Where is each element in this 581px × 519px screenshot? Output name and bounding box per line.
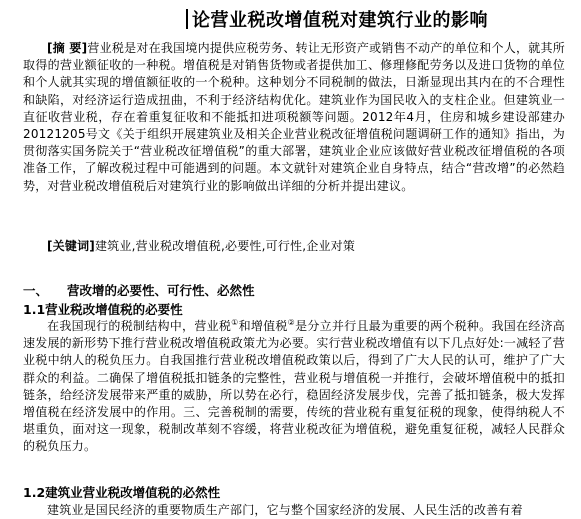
footnote-marker-1[interactable]: ① [231, 318, 239, 327]
section-1-1-heading: 1.1营业税改增值税的必要性 [23, 302, 183, 317]
section-1-2-heading: 1.2建筑业营业税改增值税的必然性 [23, 485, 221, 500]
abstract-paragraph [23, 40, 565, 195]
footnote-marker-2[interactable]: ② [287, 318, 296, 327]
abstract-text: 营业税是对在我国境内提供应税劳务、转让无形资产或销售不动产的单位和个人，就其所取得的营业额征收的一种税。增值税是对销售货物或者提供加工、修理修配劳务以及进口货物的单位和个人就其实现的增值额征收的一个税种。这种划分不同税制的做法，日渐显现出其内在的不合理性和缺陷，对经济运行造成扭曲，不利于经济结构优化。建筑业作为国民收入的支柱企业。但建筑业一直征收营业税，存在着重复征收和不能抵扣进项税额等问题。2012年4月，住房和城乡建设部建办20121205号文《关于组织开展建筑业及相关企业营业税改征增值税问题调研工作的通知》指出，为贯彻落实国务院关于“营业税改征增值税”的重大部署，建筑业企业应该做好营业税改征增值税的各项准备工作，了解改税过程中可能遇到的问题。本文就针对建筑企业自身特点，结合“营改增”的必然趋势，对营业税改增值税后对建筑行业的影响做出详细的分析并提出建议。 [23, 41, 565, 193]
section-1-1-body [23, 318, 565, 456]
section-1-heading [23, 281, 255, 299]
abstract-label: [摘 要] [47, 41, 88, 55]
section-1-2-body [23, 502, 565, 519]
section-1-1-text-c: 是分立并行且最为重要的两个税种。我国在经济高速发展的新形势下推行营业税改增值税政策尤为必要。实行营业税改增值有以下几点好处:一减轻了营业税中纳人的税负压力。自我国推行营业税改增值税政策以后，得到了广大人民的认可，维护了广大群众的利益。二确保了增值税抵扣链条的完整性，营业税与增值税一并推行，会破坏增值税中的抵扣链条，给经济发展带来严重的威胁，所以势在必行，稳固经济发展步伐，完善了抵扣链条，极大发挥增值税在经济发展中的作用。三、完善税制的需要，传统的营业税有重复征税的现象，使得纳税人不堪重负，面对这一现象，税制改革刻不容缓，将营业税改征为增值税，避免重复征税，减轻人民群众的税负压力。 [23, 319, 565, 454]
section-1-title: 营改增的必要性、可行性、必然性 [67, 283, 255, 298]
section-1-1-text-b: 和增值税 [238, 319, 288, 333]
keywords-label: [关键词] [47, 239, 95, 253]
section-1-1-text-a: 在我国现行的税制结构中，营业税 [47, 319, 232, 333]
paper-title: 论营业税改增值税对建筑行业的影响 [192, 10, 488, 31]
text-cursor [186, 9, 188, 29]
keywords-text: 建筑业,营业税改增值税,必要性,可行性,企业对策 [94, 239, 356, 253]
keywords-paragraph [23, 238, 565, 255]
section-1-number: 一、 [23, 283, 49, 298]
section-1-2-text: 建筑业是国民经济的重要物质生产部门，它与整个国家经济的发展、人民生活的改善有着 [47, 503, 523, 517]
